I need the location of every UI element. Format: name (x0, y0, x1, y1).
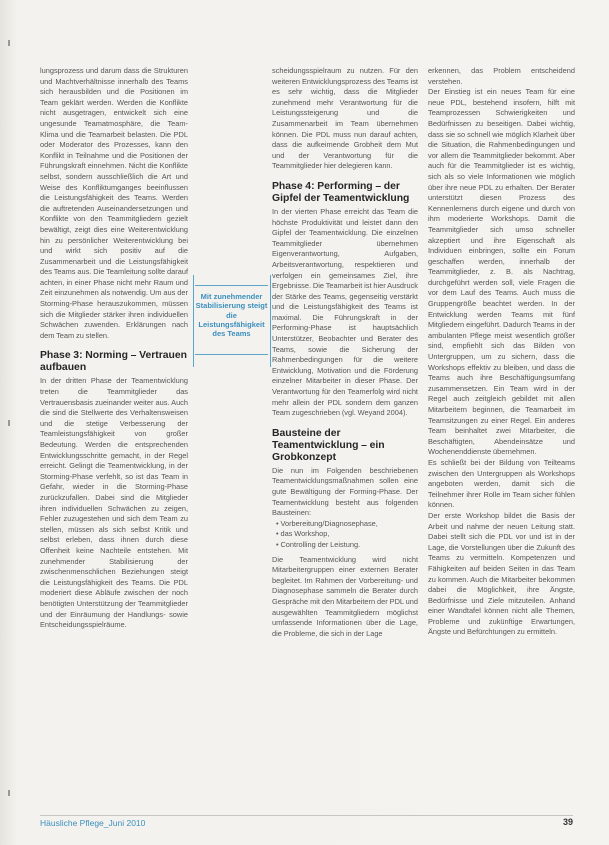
list-item: • Vorbereitung/Diagnosephase, (276, 519, 418, 530)
text-column-1 (40, 66, 188, 811)
list-item: • Controlling der Leistung. (276, 540, 418, 551)
crop-mark (8, 420, 10, 426)
body-paragraph: erkennen, das Problem entscheidend verstehen. (428, 66, 575, 86)
bullet-list (272, 519, 418, 551)
list-item: • das Workshop, (276, 529, 418, 540)
body-paragraph: Der Einstieg ist ein neues Team für eine neue PDL, bestehend insofern, hilft mit Teamprozessen Schwierigkeiten und Bedürfnissen zu beseitigen. Dabei wichtig, dass sie so schnell wie möglich Klarheit über die Situation, die Rahmenbedingungen und vor allem die Teammitglieder bekommt. Aber auch für die Teammitglieder ist es wichtig, sich als so viele Informationen wie möglich über ihre neue PDL zu erhalten. Der Berater unterstützt diesen Prozess des Kennenlernens durch eigene und durch von ihm moderierte Workshops. Damit die Teammitglieder sich umso schneller akzeptiert und ihre Eigenschaft als Individuen einbringen, sollte ein Forum geschaffen werden, innerhalb der Teammitglieder, z. B. als Nachtrag, durchgeführt werden soll, viele Fragen die vor dem Lauf des Teams. Auch muss die Gruppengröße beachtet werden. In der Entwicklung werden Teams mit fünf Mitgliedern eingeführt. Dadurch Teams in der ambulanten Pflege meist wesentlich größer sind, empfiehlt sich das Bilden von Untergruppen, um zu sichern, dass die Workshops effektiv zu bleiben, und dass die Teams auch ihre Beschäftigungsumfang zusammensetzen. Ein Team wird in der Regel auch zeitgleich gebildet mit allen Mitarbeitern beginnen, die Teamarbeit im Teamsitzungen zu einer Regel. Ein anderes Team beinhaltet zwei Mitarbeiter, die Beschäftigten, Abendeinsätze und Wochenenddienste übernehmen. (428, 87, 575, 457)
footer-divider (40, 815, 573, 816)
body-paragraph: Die nun im Folgenden beschriebenen Teamentwicklungsmaßnahmen sollen eine gute Bewältigung der Forming-Phase. Der Teamentwicklung besteht aus folgenden Bausteinen: (272, 465, 418, 518)
section-heading: Bausteine der Teamentwicklung – ein Grobkonzept (272, 427, 385, 463)
page-number: 39 (562, 817, 573, 827)
text-column-2 (272, 66, 418, 811)
section-heading: Phase 4: Performing – der Gipfel der Teamentwicklung (272, 180, 410, 204)
body-paragraph: scheidungsspielraum zu nutzen. Für den weiteren Entwicklungsprozess des Teams ist es sehr wichtig, dass die Mitglieder zunehmend mehr Verantwortung für die Leistungssteigerung und die Zusammenarbeit im Team übernehmen können. Die PDL muss nun darauf achten, dass die aufkeimende Grobheit dem Mut und der Verantwortung für die Teammitglieder hier delegieren kann. (272, 66, 418, 171)
body-paragraph: lungsprozess und darum dass die Strukturen und Machtverhältnisse innerhalb des Teams sich herausbilden und die Positionen im Team geklärt werden. Werden die Konflikte nicht ausgetragen, entwickelt sich eine ungesunde Teamatmosphäre, die Team-Klima und die Teamarbeit belasten. Die PDL oder Moderator des Prozesses, kann den Konflikt in Teilnahme und die Positionen der Führungskraft einnehmen. Nicht die Konflikte selbst, sondern ausschließlich die Art und Weise des Konfliktumganges beeinflussen die Leistungsfähigkeit des Teams. Werden die auftretenden Auseinandersetzungen und Konflikte von den Teammitgliedern gezielt bewältigt, zeigt dies eine Weiterentwicklung hin zu persönlicher Weiterentwicklung bei und wirkt sich positiv auf die Zusammenarbeit und die Leistungsfähigkeit des Teams aus. Die Teamleitung sollte darauf achten, in einer Phase nicht mehr Raum und Zeit einzunehmen als notwendig. Um aus der Storming-Phase herauszukommen, müssen sich die Mitglieder stärker ihren individuellen Schwächen zuwenden. Erklärungen nach dem Team zu stellen. (40, 66, 188, 340)
text-column-3 (428, 66, 575, 811)
crop-mark (8, 40, 10, 46)
body-paragraph: In der vierten Phase erreicht das Team die höchste Produktivität und leistet dann den Gipfel der Teamentwicklung. Die einzelnen Teammitglieder übernehmen Eigenverantwortung, Aufgaben, Arbeitsverantwortung, respektieren und verfolgen ein gemeinsames Ziel, ihre Ergebnisse. Die Teamarbeit ist hier Ausdruck der Stärke des Teams, gegenseitig verstärkt und die Leistungsfähigkeit des Teams ist maximal. Die Führungskraft in der Performing-Phase ist hauptsächlich Unterstützer, Beobachter und Berater des Teams, sowie die Sicherung der Rahmenbedingungen für die weitere Entwicklung, Motivation und die Förderung einzelner Mitarbeiter in dieser Phase. Der Verantwortung für den Teamerfolg wird nicht mehr allein der PDL sondern dem ganzen Team zugeschrieben (vgl. Weyand 2004). (272, 206, 418, 418)
body-paragraph: Es schließt bei der Bildung von Teilteams zwischen den Untergruppen als Workshops angeboten werden, damit sich die Teilnehmer ihrer Rolle im Team sicher fühlen können. (428, 457, 575, 510)
crop-mark (8, 790, 10, 796)
body-paragraph: In der dritten Phase der Teamentwicklung treten die Teammitglieder das Vertrauensbasis zueinander weiter aus. Auch die sind die Stellwerte des Verhaltensweisen und die stetige Verbesserung der Teamleistungsfähigkeit von großer Bedeutung. Werden die entsprechenden Entwicklungsschritte gemacht, in der Regel erreicht. Gelingt die Teamentwicklung, in der Storming-Phase verfehlt, so ist das Team in Gefahr, wieder in die Storming-Phase zurückzufallen. Dabei sind die Mitglieder ihren individuellen Schwächen zu zeigen, Fehler zuzugestehen und sich dem Team zu stellen, müssen als sich selbst Kritik und selbst erleben, dass ihnen durch diese Offenheit keine Nachteile entstehen. Mit zunehmender Stabilisierung der zwischenmenschlichen Beziehungen steigt die Leistungsfähigkeit des Teams. Die PDL moderiert diese Abläufe zwischen der noch benötigten Unterstützung der Teammitglieder und der Einräumung der Handlungs- sowie Entscheidungsspielräume. (40, 376, 188, 630)
pullquote-divider (270, 275, 271, 367)
body-paragraph: Die Teamentwicklung wird nicht Mitarbeitergruppen einer externen Berater begleitet. Im Rahmen der Vorbereitung- und Diagnosephase sammeln die Berater durch Gespräche mit den Mitarbeitern der PDL und ausgewählten Teammitgliedern möglichst umfassende Informationen über die Lage, die Probleme, die sich in der Lage (272, 554, 418, 638)
pullquote-divider (193, 275, 194, 367)
body-paragraph: Der erste Workshop bildet die Basis der Arbeit und nahme der neuen Leitung statt. Dabei stellt sich die PDL vor und ist in der Lage, die Vorstellungen über die Zukunft des Teams zu vermitteln. Kompetenzen und Fähigkeiten auf beiden Seiten in das Team zu kommen. Auch die Mitarbeiter bekommen dabei die Möglichkeit, ihre Ängste, Bedürfnisse und Ziele mitzuteilen. Anhand einer Wandtafel können nicht alle Themen, Probleme und zukünftige Erwartungen, Ängste und Befürchtungen zu ermitteln. (428, 510, 575, 637)
section-heading: Phase 3: Norming – Vertrauen aufbauen (40, 350, 188, 374)
footer-publication: Häusliche Pflege_Juni 2010 (40, 818, 146, 828)
pull-quote: Mit zunehmender Stabilisierung steigt die Leistungsfähigkeit des Teams (195, 285, 268, 355)
